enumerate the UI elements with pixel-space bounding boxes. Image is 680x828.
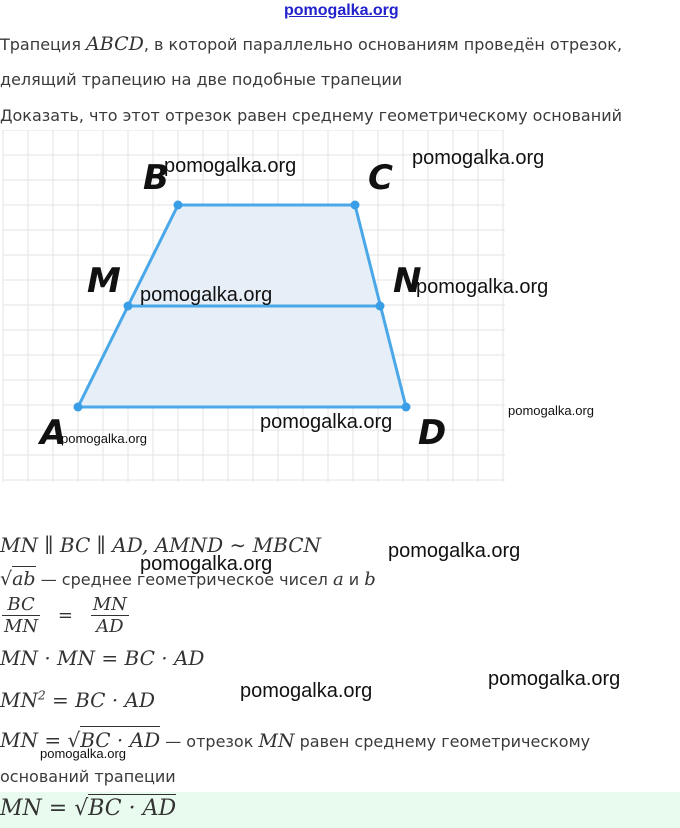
- label-n: N: [393, 261, 422, 301]
- watermark: pomogalka.org: [40, 746, 126, 761]
- watermark-top-link[interactable]: pomogalka.org: [284, 2, 399, 19]
- watermark: pomogalka.org: [140, 284, 273, 306]
- intro-line-1-math: ABCD: [86, 33, 144, 55]
- point-a: [74, 403, 83, 412]
- intro-line-2: делящий трапецию на две подобные трапеции: [0, 70, 403, 89]
- label-m: M: [87, 261, 121, 301]
- solution-line-7: оснований трапеции: [0, 767, 176, 786]
- label-c: C: [368, 158, 393, 198]
- intro-line-1-prefix: Трапеция: [0, 35, 87, 54]
- point-b: [174, 201, 183, 210]
- watermark: pomogalka.org: [61, 431, 147, 446]
- watermark: pomogalka.org: [240, 680, 373, 702]
- final-answer: MN = √BC · AD: [0, 796, 177, 821]
- watermark: pomogalka.org: [488, 668, 621, 690]
- equals-sign: =: [57, 604, 74, 626]
- watermark: pomogalka.org: [140, 553, 273, 575]
- point-n: [376, 302, 385, 311]
- watermark: pomogalka.org: [260, 411, 393, 433]
- label-b: B: [143, 158, 169, 198]
- watermark: pomogalka.org: [508, 403, 594, 418]
- fraction-mn-ad: $\frac{MN}{AD}$: [92, 594, 127, 637]
- var-b: b: [364, 569, 376, 590]
- point-d: [402, 403, 411, 412]
- var-a: a: [332, 569, 344, 590]
- watermark: pomogalka.org: [412, 147, 545, 169]
- solution-line-2: √ab — среднее геометрическое чисел a и b: [0, 568, 376, 590]
- solution-line-6: MN = √BC · AD — отрезок MN равен среднему геометрическому: [0, 728, 591, 752]
- watermark: pomogalka.org: [164, 155, 297, 177]
- solution-line-4: MN · MN = BC · AD: [0, 646, 205, 670]
- point-c: [351, 201, 360, 210]
- solution-line-2-and: и: [343, 570, 365, 589]
- label-d: D: [418, 413, 447, 453]
- label-a: A: [40, 413, 67, 453]
- watermark: pomogalka.org: [388, 540, 521, 562]
- intro-line-1: [0, 33, 622, 55]
- solution-line-2-text: — среднее геометрическое чисел: [35, 570, 333, 589]
- solution-line-5: $MN^2$ = BC · AD: [0, 688, 156, 712]
- sqrt-ab: ab: [12, 568, 36, 590]
- solution-proportion: [2, 594, 129, 640]
- intro-line-3: Доказать, что этот отрезок равен среднему геометрическому оснований: [0, 106, 622, 125]
- fraction-bc-mn: $\frac{BC}{MN}$: [4, 594, 39, 637]
- point-m: [124, 302, 133, 311]
- solution-line-1: MN ∥ BC ∥ AD, AMND ∼ MBCN: [0, 533, 322, 557]
- intro-line-1-suffix: , в которой параллельно основаниям проведён отрезок,: [143, 35, 623, 54]
- watermark: pomogalka.org: [416, 276, 549, 298]
